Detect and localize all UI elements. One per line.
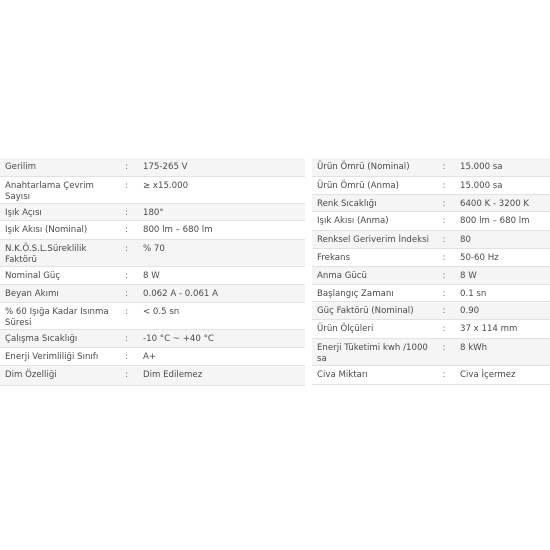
spec-value: 8 W (455, 266, 550, 284)
spec-separator: : (433, 266, 455, 284)
spec-separator: : (433, 211, 455, 230)
spec-separator: : (115, 266, 138, 284)
spec-value: 8 W (138, 266, 305, 284)
spec-label: Frekans (312, 248, 433, 266)
spec-value: 0.1 sn (455, 284, 550, 301)
spec-label: Ürün Ömrü (Anma) (312, 176, 433, 194)
spec-value: 50-60 Hz (455, 248, 550, 266)
spec-separator: : (115, 329, 138, 347)
spec-separator: : (433, 338, 455, 365)
spec-row (0, 347, 305, 365)
spec-label: Civa Miktarı (312, 365, 433, 384)
spec-separator: : (115, 302, 138, 329)
spec-value: 0.062 A - 0.061 A (138, 284, 305, 302)
spec-row (312, 266, 550, 284)
spec-row (0, 266, 305, 284)
spec-value: 37 x 114 mm (455, 319, 550, 338)
spec-row (312, 301, 550, 319)
spec-separator: : (433, 158, 455, 176)
spec-label: Beyan Akımı (0, 284, 115, 302)
spec-row (0, 239, 305, 266)
spec-row (0, 158, 305, 176)
spec-row (312, 319, 550, 338)
spec-separator: : (115, 347, 138, 365)
spec-value: 0.90 (455, 301, 550, 319)
spec-row (0, 176, 305, 203)
spec-label: Işık Akısı (Anma) (312, 211, 433, 230)
spec-label: Işık Akısı (Nominal) (0, 220, 115, 239)
spec-value: 800 lm – 680 lm (138, 220, 305, 239)
spec-separator: : (115, 284, 138, 302)
spec-separator: : (115, 365, 138, 385)
spec-separator: : (115, 220, 138, 239)
spec-label: Işık Açısı (0, 203, 115, 220)
spec-value: % 70 (138, 239, 305, 266)
spec-separator: : (433, 248, 455, 266)
spec-separator: : (433, 284, 455, 301)
spec-value: < 0.5 sn (138, 302, 305, 329)
spec-separator: : (115, 176, 138, 203)
spec-label: Ürün Ömrü (Nominal) (312, 158, 433, 176)
spec-value: 175-265 V (138, 158, 305, 176)
spec-row (312, 338, 550, 365)
spec-label: Çalışma Sıcaklığı (0, 329, 115, 347)
spec-separator: : (433, 230, 455, 248)
spec-value: -10 °C ~ +40 °C (138, 329, 305, 347)
spec-row (312, 176, 550, 194)
spec-row (0, 284, 305, 302)
spec-row (0, 329, 305, 347)
spec-row (312, 248, 550, 266)
spec-row (312, 194, 550, 211)
spec-label: Anma Gücü (312, 266, 433, 284)
spec-separator: : (115, 158, 138, 176)
spec-value: Dim Edilemez (138, 365, 305, 385)
spec-row (0, 220, 305, 239)
spec-value: 800 lm – 680 lm (455, 211, 550, 230)
spec-separator: : (115, 203, 138, 220)
spec-row (312, 230, 550, 248)
spec-label: Nominal Güç (0, 266, 115, 284)
spec-row (312, 284, 550, 301)
spec-row (0, 365, 305, 385)
spec-value: 180° (138, 203, 305, 220)
spec-table-right (312, 158, 550, 385)
spec-row (312, 365, 550, 384)
spec-label: Renksel Geriverim İndeksi (312, 230, 433, 248)
spec-separator: : (433, 301, 455, 319)
spec-separator: : (433, 176, 455, 194)
spec-value: 80 (455, 230, 550, 248)
spec-separator: : (433, 365, 455, 384)
spec-label: Güç Faktörü (Nominal) (312, 301, 433, 319)
spec-value: 15.000 sa (455, 176, 550, 194)
spec-value: ≥ x15.000 (138, 176, 305, 203)
spec-table-left (0, 158, 305, 386)
spec-separator: : (433, 194, 455, 211)
spec-separator: : (115, 239, 138, 266)
spec-row (312, 211, 550, 230)
spec-row (0, 203, 305, 220)
spec-value: A+ (138, 347, 305, 365)
spec-row (0, 302, 305, 329)
spec-label: N.K.Ö.S.L.Süreklilik Faktörü (0, 239, 115, 266)
spec-value: 6400 K - 3200 K (455, 194, 550, 211)
spec-value: 8 kWh (455, 338, 550, 365)
spec-label: Anahtarlama Çevrim Sayısı (0, 176, 115, 203)
spec-row (312, 158, 550, 176)
spec-label: Enerji Verimliliği Sınıfı (0, 347, 115, 365)
spec-label: % 60 Işığa Kadar Isınma Süresi (0, 302, 115, 329)
spec-label: Renk Sıcaklığı (312, 194, 433, 211)
spec-label: Dim Özelliği (0, 365, 115, 385)
spec-label: Gerilim (0, 158, 115, 176)
spec-label: Başlangıç Zamanı (312, 284, 433, 301)
spec-value: Civa İçermez (455, 365, 550, 384)
spec-value: 15.000 sa (455, 158, 550, 176)
spec-separator: : (433, 319, 455, 338)
spec-label: Enerji Tüketimi kwh /1000 sa (312, 338, 433, 365)
spec-label: Ürün Ölçüleri (312, 319, 433, 338)
